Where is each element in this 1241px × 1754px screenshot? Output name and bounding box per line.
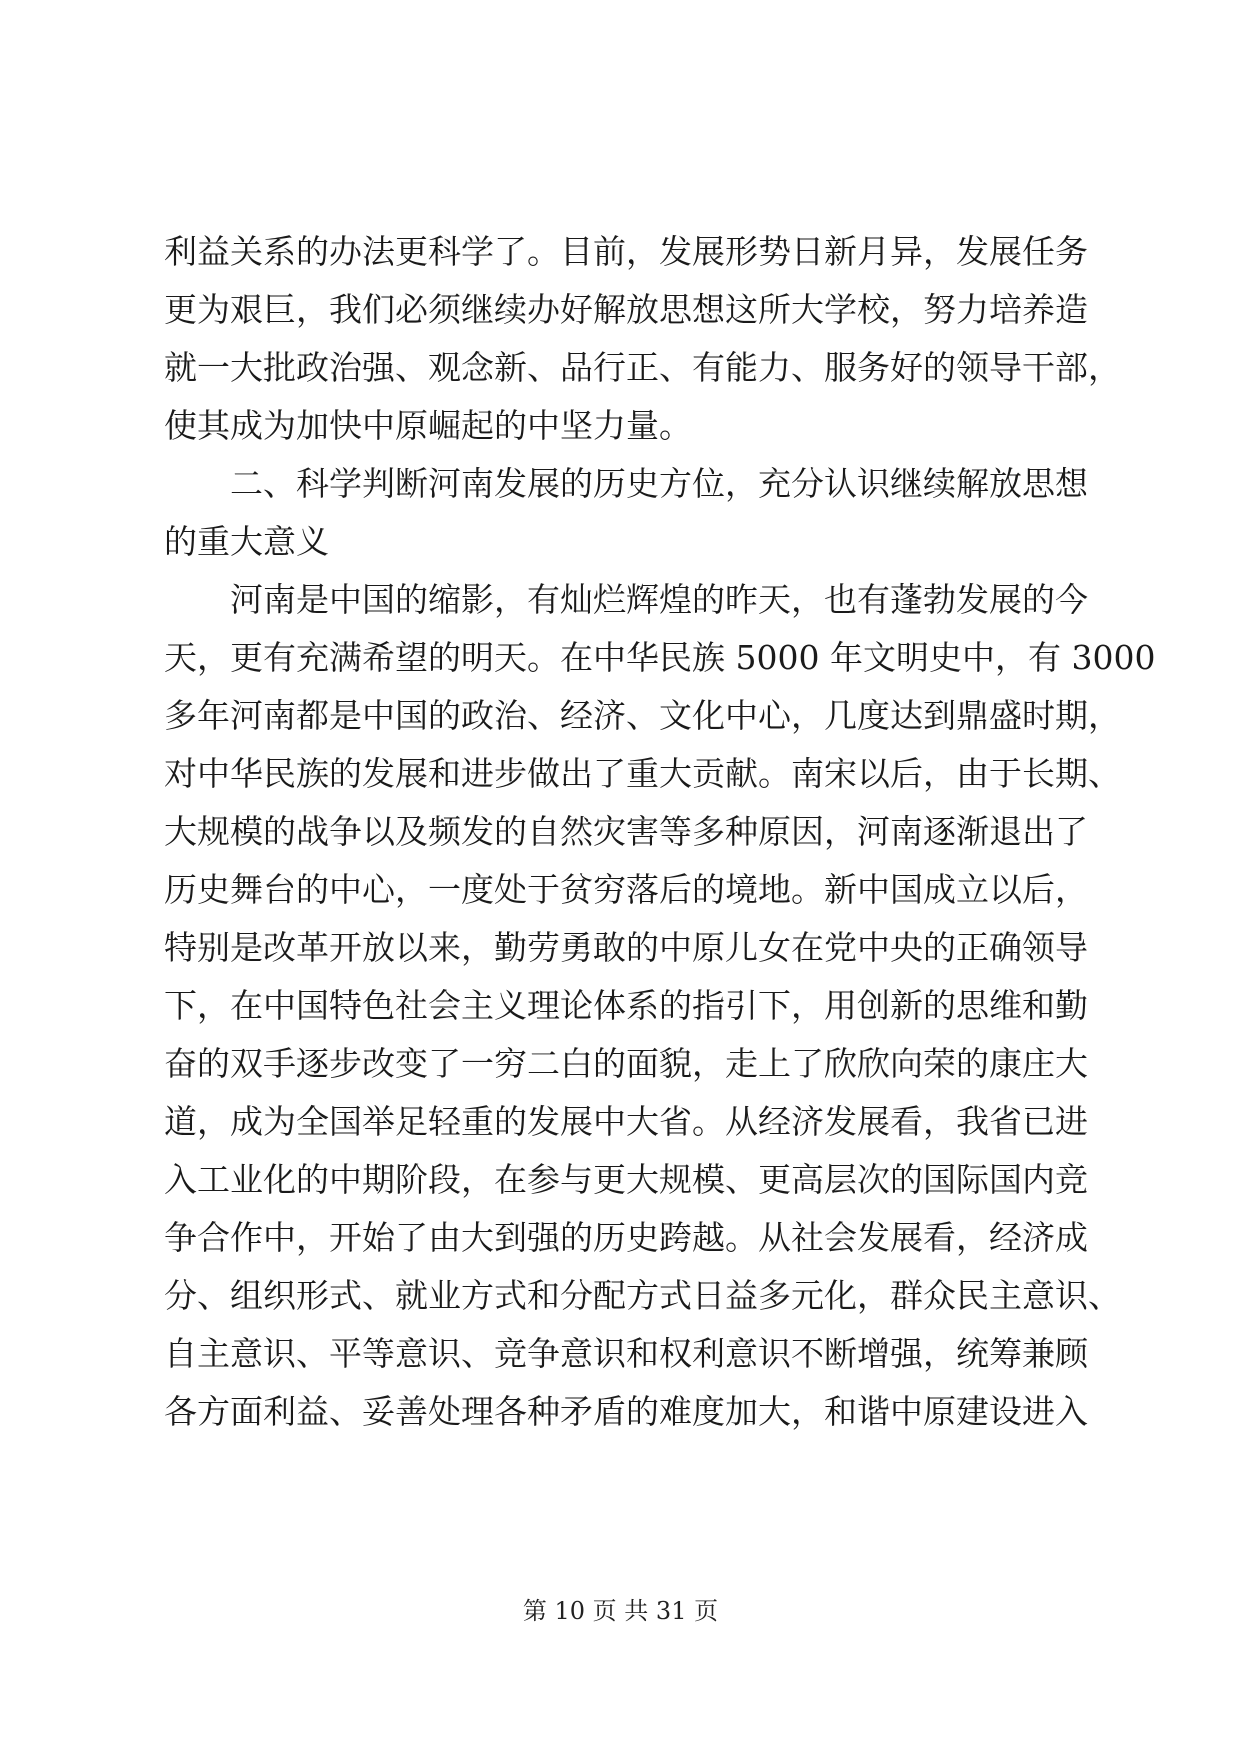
body-text-line: 利益关系的办法更科学了。目前，发展形势日新月异，发展任务: [164, 232, 1088, 271]
body-text-line: 特别是改革开放以来，勤劳勇敢的中原儿女在党中央的正确领导: [164, 928, 1088, 967]
body-text-line: 河南是中国的缩影，有灿烂辉煌的昨天，也有蓬勃发展的今: [230, 580, 1088, 619]
body-text-line: 争合作中，开始了由大到强的历史跨越。从社会发展看，经济成: [164, 1218, 1088, 1257]
body-text-line: 更为艰巨，我们必须继续办好解放思想这所大学校，努力培养造: [164, 290, 1088, 329]
body-text-line: 对中华民族的发展和进步做出了重大贡献。南宋以后，由于长期、: [164, 754, 1121, 793]
body-text-line: 入工业化的中期阶段，在参与更大规模、更高层次的国际国内竞: [164, 1160, 1088, 1199]
body-text-line: 天，更有充满希望的明天。在中华民族 5000 年文明史中，有 3000: [164, 638, 1156, 677]
body-text-line: 下，在中国特色社会主义理论体系的指引下，用创新的思维和勤: [164, 986, 1088, 1025]
body-text-line: 历史舞台的中心，一度处于贫穷落后的境地。新中国成立以后，: [164, 870, 1088, 909]
page-number-footer: 第 10 页 共 31 页: [522, 1597, 719, 1625]
section-heading-line: 二、科学判断河南发展的历史方位，充分认识继续解放思想: [230, 464, 1088, 503]
body-text-line: 自主意识、平等意识、竞争意识和权利意识不断增强，统筹兼顾: [164, 1334, 1088, 1373]
body-text-line: 使其成为加快中原崛起的中坚力量。: [164, 406, 692, 445]
body-text-line: 各方面利益、妥善处理各种矛盾的难度加大，和谐中原建设进入: [164, 1392, 1088, 1431]
section-heading-line: 的重大意义: [164, 522, 329, 561]
body-text-line: 道，成为全国举足轻重的发展中大省。从经济发展看，我省已进: [164, 1102, 1088, 1141]
body-text-line: 奋的双手逐步改变了一穷二白的面貌，走上了欣欣向荣的康庄大: [164, 1044, 1088, 1083]
body-text-line: 分、组织形式、就业方式和分配方式日益多元化，群众民主意识、: [164, 1276, 1121, 1315]
body-text-line: 就一大批政治强、观念新、品行正、有能力、服务好的领导干部，: [164, 348, 1121, 387]
body-text-line: 多年河南都是中国的政治、经济、文化中心，几度达到鼎盛时期，: [164, 696, 1121, 735]
body-text-line: 大规模的战争以及频发的自然灾害等多种原因，河南逐渐退出了: [164, 812, 1088, 851]
